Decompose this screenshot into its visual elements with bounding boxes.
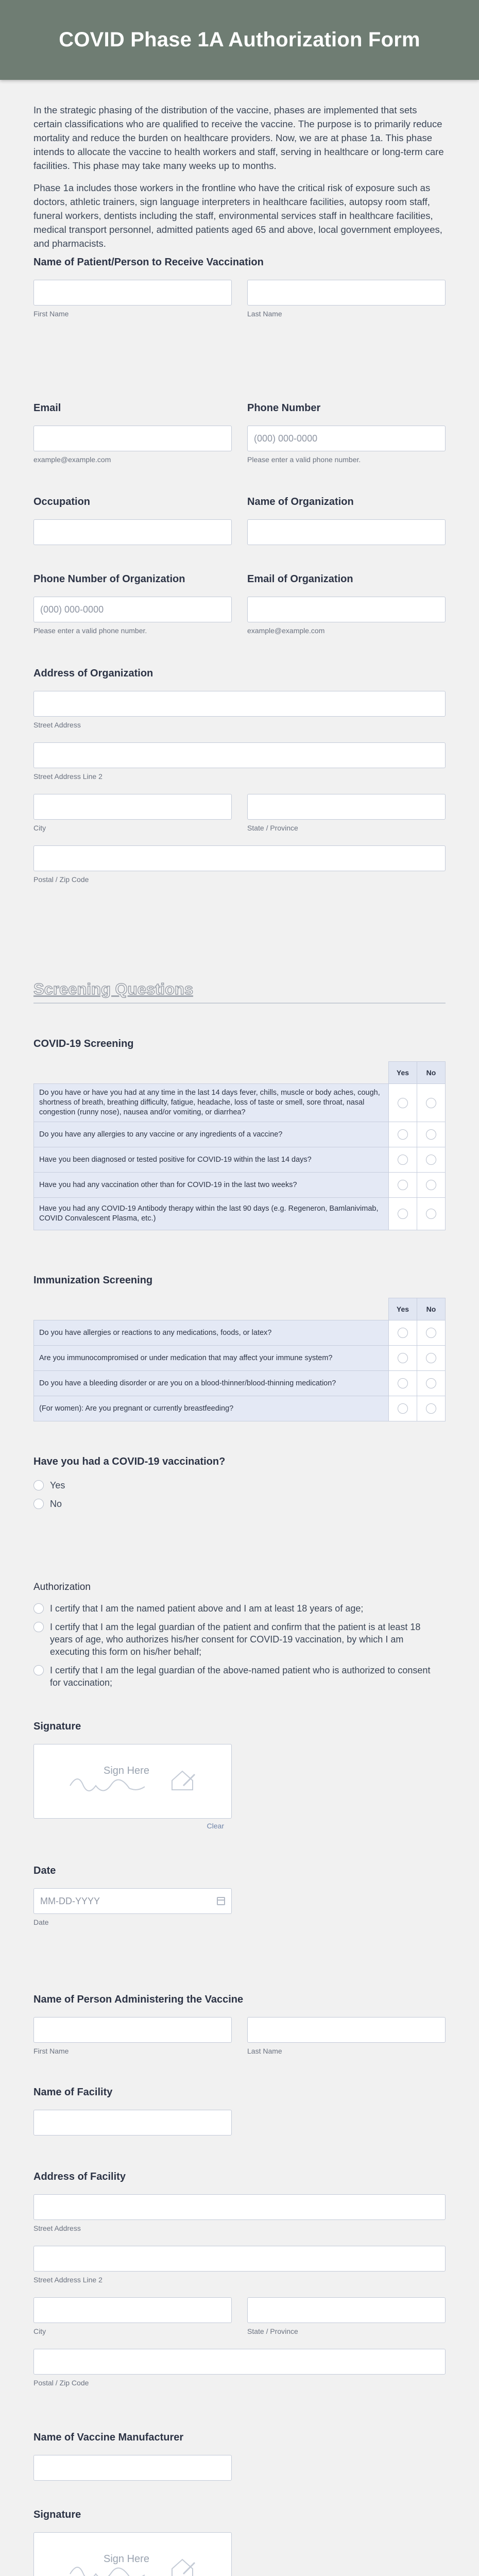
occupation-input[interactable] bbox=[33, 519, 232, 545]
screening-heading: Screening Questions bbox=[33, 980, 194, 998]
vaccination-option-yes[interactable] bbox=[33, 1479, 446, 1492]
patient-date-field bbox=[33, 1865, 446, 1926]
manufacturer-label: Name of Vaccine Manufacturer bbox=[33, 2432, 184, 2443]
organization-input[interactable] bbox=[247, 519, 446, 545]
administrator-signature-field bbox=[33, 2509, 446, 2576]
authorization-option[interactable] bbox=[33, 1664, 440, 1689]
signature-label: Signature bbox=[33, 2509, 81, 2520]
facility-address-field bbox=[33, 2171, 446, 2387]
organization-label: Name of Organization bbox=[247, 496, 354, 507]
org-city-input[interactable] bbox=[33, 794, 232, 820]
covid-screening-label: COVID-19 Screening bbox=[33, 1038, 134, 1049]
matrix-question: Do you have or have you had at any time in the last 14 days fever, chills, muscle or body aches, cough, shortness of breath, breathing difficulty, fatigue, headache, loss of taste or smell, sore throat, nasal congestion (runny nose), nausea and/or vomiting, or diarrhea? bbox=[34, 1084, 389, 1122]
facility-name-label: Name of Facility bbox=[33, 2087, 113, 2098]
date-sublabel: Date bbox=[33, 1918, 49, 1926]
org-postal-input[interactable] bbox=[33, 845, 446, 871]
org-phone-sublabel: Please enter a valid phone number. bbox=[33, 626, 147, 635]
sign-here-text: Sign Here bbox=[104, 2553, 149, 2565]
administrator-name-label: Name of Person Administering the Vaccine bbox=[33, 1994, 244, 2005]
intro-paragraph-2: Phase 1a includes those workers in the frontline who have the critical risk of exposure such as doctors, athletic trainers, sign language interpreters in healthcare facilities, autopsy room staff, funeral workers, dentists including the staff, environmental services staff in healthcare facilities, medical transport personnel, admitted patients aged 65 and above, local government employees, and pharmacists. bbox=[33, 182, 442, 249]
matrix-question: Have you had any vaccination other than for COVID-19 in the last two weeks? bbox=[34, 1173, 389, 1198]
had-vaccination-label: Have you had a COVID-19 vaccination? bbox=[33, 1456, 226, 1467]
org-postal-sublabel: Postal / Zip Code bbox=[33, 875, 89, 884]
radio-no[interactable] bbox=[426, 1129, 436, 1140]
facility-postal-input[interactable] bbox=[33, 2349, 446, 2375]
option-label: I certify that I am the named patient above and I am at least 18 years of age; bbox=[50, 1603, 364, 1614]
radio-no[interactable] bbox=[426, 1403, 436, 1414]
date-label: Date bbox=[33, 1865, 56, 1876]
patient-name-label: Name of Patient/Person to Receive Vaccination bbox=[33, 257, 264, 268]
matrix-row bbox=[34, 1173, 446, 1198]
option-label: No bbox=[50, 1499, 62, 1509]
signature-pad[interactable] bbox=[33, 1744, 232, 1819]
patient-last-name-sublabel: Last Name bbox=[247, 310, 282, 318]
signature-pad[interactable] bbox=[33, 2532, 232, 2576]
option-label: I certify that I am the legal guardian of the patient and confirm that the patient is at least 18 years of age, who authorizes his/her consent for COVID-19 vaccination, by which I am executing this form on his/her behalf; bbox=[50, 1622, 421, 1657]
administrator-name-field bbox=[33, 1994, 446, 2055]
calendar-icon[interactable] bbox=[217, 1897, 225, 1905]
occupation-organization-row bbox=[33, 496, 446, 545]
org-contact-row bbox=[33, 573, 446, 635]
immunization-screening-label: Immunization Screening bbox=[33, 1275, 153, 1286]
radio-yes[interactable] bbox=[398, 1378, 408, 1388]
screening-divider bbox=[33, 1003, 446, 1004]
org-street2-sublabel: Street Address Line 2 bbox=[33, 772, 102, 781]
org-phone-label: Phone Number of Organization bbox=[33, 573, 185, 585]
covid-screening-field bbox=[33, 1038, 446, 1230]
facility-name-field bbox=[33, 2087, 446, 2136]
radio-yes[interactable] bbox=[398, 1180, 408, 1190]
org-address-field bbox=[33, 668, 446, 884]
radio-no[interactable] bbox=[426, 1180, 436, 1190]
org-address-label: Address of Organization bbox=[33, 668, 153, 679]
matrix-question: Have you had any COVID-19 Antibody therapy within the last 90 days (e.g. Regeneron, Bamlanivimab, COVID Convalescent Plasma, etc.) bbox=[34, 1198, 389, 1230]
patient-signature-field bbox=[33, 1721, 446, 1830]
matrix-row bbox=[34, 1198, 446, 1230]
org-state-input[interactable] bbox=[247, 794, 446, 820]
matrix-row bbox=[34, 1147, 446, 1173]
facility-city-sublabel: City bbox=[33, 2327, 46, 2335]
patient-name-field bbox=[33, 257, 446, 318]
radio-no[interactable] bbox=[426, 1378, 436, 1388]
org-city-sublabel: City bbox=[33, 824, 46, 832]
sign-here-icon bbox=[34, 1744, 232, 1819]
radio-no[interactable] bbox=[426, 1353, 436, 1363]
radio-no[interactable] bbox=[426, 1209, 436, 1219]
option-label: I certify that I am the legal guardian of the above-named patient who is authorized to consent for vaccination; bbox=[50, 1665, 431, 1688]
org-email-label: Email of Organization bbox=[247, 573, 353, 585]
facility-postal-sublabel: Postal / Zip Code bbox=[33, 2379, 89, 2387]
facility-state-input[interactable] bbox=[247, 2297, 446, 2323]
administrator-last-name-sublabel: Last Name bbox=[247, 2047, 282, 2055]
patient-first-name-input[interactable] bbox=[33, 280, 232, 306]
radio-circle[interactable] bbox=[33, 1499, 44, 1509]
radio-yes[interactable] bbox=[398, 1353, 408, 1363]
radio-yes[interactable] bbox=[398, 1129, 408, 1140]
facility-state-sublabel: State / Province bbox=[247, 2327, 298, 2335]
manufacturer-input[interactable] bbox=[33, 2455, 232, 2481]
intro-paragraph-1: In the strategic phasing of the distribution of the vaccine, phases are implemented that sets certain classifications who are qualified to receive the vaccine. The purpose is to primarily reduce mortality and reduce the burden on healthcare providers. Now, we are at phase 1a. This phase intends to allocate the vaccine to health workers and staff, serving in healthcare or long-term care facilities. This phase may take many weeks up to months. bbox=[33, 105, 444, 171]
matrix-row bbox=[34, 1084, 446, 1122]
radio-yes[interactable] bbox=[398, 1403, 408, 1414]
email-label: Email bbox=[33, 402, 61, 414]
immunization-no-header: No bbox=[417, 1298, 446, 1320]
immunization-yes-header: Yes bbox=[389, 1298, 417, 1320]
phone-label: Phone Number bbox=[247, 402, 321, 414]
email-input[interactable] bbox=[33, 426, 232, 451]
org-street2-input[interactable] bbox=[33, 742, 446, 768]
phone-sublabel: Please enter a valid phone number. bbox=[247, 455, 361, 464]
facility-street2-input[interactable] bbox=[33, 2246, 446, 2272]
signature-label: Signature bbox=[33, 1721, 81, 1732]
vaccination-option-no[interactable] bbox=[33, 1498, 446, 1510]
radio-circle[interactable] bbox=[33, 1480, 44, 1490]
matrix-row bbox=[34, 1346, 446, 1371]
patient-first-name-sublabel: First Name bbox=[33, 310, 69, 318]
form-header bbox=[0, 0, 479, 80]
screening-heading-block bbox=[33, 980, 446, 998]
radio-circle[interactable] bbox=[33, 1665, 44, 1675]
matrix-row bbox=[34, 1320, 446, 1346]
clear-signature-button[interactable]: Clear bbox=[207, 1822, 224, 1830]
org-email-sublabel: example@example.com bbox=[247, 626, 325, 635]
org-email-input[interactable] bbox=[247, 597, 446, 622]
authorization-option[interactable] bbox=[33, 1602, 440, 1615]
sign-here-text: Sign Here bbox=[104, 1765, 149, 1776]
form-title: COVID Phase 1A Authorization Form bbox=[59, 28, 420, 51]
radio-no[interactable] bbox=[426, 1328, 436, 1338]
date-placeholder: MM-DD-YYYY bbox=[40, 1895, 100, 1906]
matrix-row bbox=[34, 1396, 446, 1421]
authorization-label: Authorization bbox=[33, 1582, 91, 1592]
date-input[interactable] bbox=[33, 1888, 232, 1914]
radio-circle[interactable] bbox=[33, 1603, 44, 1614]
immunization-screening-field bbox=[33, 1275, 446, 1421]
matrix-question: Have you been diagnosed or tested positive for COVID-19 within the last 14 days? bbox=[34, 1147, 389, 1173]
matrix-question: Do you have a bleeding disorder or are you on a blood-thinner/blood-thinning medication? bbox=[34, 1371, 389, 1396]
facility-address-label: Address of Facility bbox=[33, 2171, 126, 2182]
patient-last-name-input[interactable] bbox=[247, 280, 446, 306]
manufacturer-field bbox=[33, 2432, 446, 2481]
phone-input[interactable]: (000) 000-0000 bbox=[247, 426, 446, 451]
org-street-input[interactable] bbox=[33, 691, 446, 717]
facility-name-input[interactable] bbox=[33, 2110, 232, 2136]
covid-screening-matrix bbox=[33, 1061, 446, 1230]
radio-no[interactable] bbox=[426, 1155, 436, 1165]
option-label: Yes bbox=[50, 1480, 65, 1490]
matrix-row bbox=[34, 1371, 446, 1396]
intro-text bbox=[33, 103, 446, 259]
radio-yes[interactable] bbox=[398, 1098, 408, 1108]
administrator-first-name-sublabel: First Name bbox=[33, 2047, 69, 2055]
email-phone-row bbox=[33, 402, 446, 464]
authorization-option[interactable] bbox=[33, 1621, 440, 1658]
had-vaccination-field bbox=[33, 1456, 446, 1516]
matrix-question: Are you immunocompromised or under medication that may affect your immune system? bbox=[34, 1346, 389, 1371]
org-street-sublabel: Street Address bbox=[33, 721, 81, 729]
email-sublabel: example@example.com bbox=[33, 455, 111, 464]
org-state-sublabel: State / Province bbox=[247, 824, 298, 832]
administrator-last-name-input[interactable] bbox=[247, 2017, 446, 2043]
occupation-label: Occupation bbox=[33, 496, 91, 507]
authorization-field bbox=[33, 1582, 446, 1695]
radio-circle[interactable] bbox=[33, 1622, 44, 1632]
covid-yes-header: Yes bbox=[389, 1062, 417, 1084]
org-phone-input[interactable]: (000) 000-0000 bbox=[33, 597, 232, 622]
radio-yes[interactable] bbox=[398, 1209, 408, 1219]
matrix-row bbox=[34, 1122, 446, 1147]
covid-no-header: No bbox=[417, 1062, 446, 1084]
facility-street2-sublabel: Street Address Line 2 bbox=[33, 2276, 102, 2284]
facility-city-input[interactable] bbox=[33, 2297, 232, 2323]
radio-no[interactable] bbox=[426, 1098, 436, 1108]
matrix-question: Do you have any allergies to any vaccine or any ingredients of a vaccine? bbox=[34, 1122, 389, 1147]
matrix-question: (For women): Are you pregnant or currently breastfeeding? bbox=[34, 1396, 389, 1421]
radio-yes[interactable] bbox=[398, 1328, 408, 1338]
administrator-first-name-input[interactable] bbox=[33, 2017, 232, 2043]
facility-street-sublabel: Street Address bbox=[33, 2224, 81, 2232]
facility-street-input[interactable] bbox=[33, 2194, 446, 2220]
matrix-question: Do you have allergies or reactions to any medications, foods, or latex? bbox=[34, 1320, 389, 1346]
immunization-screening-matrix bbox=[33, 1298, 446, 1421]
radio-yes[interactable] bbox=[398, 1155, 408, 1165]
